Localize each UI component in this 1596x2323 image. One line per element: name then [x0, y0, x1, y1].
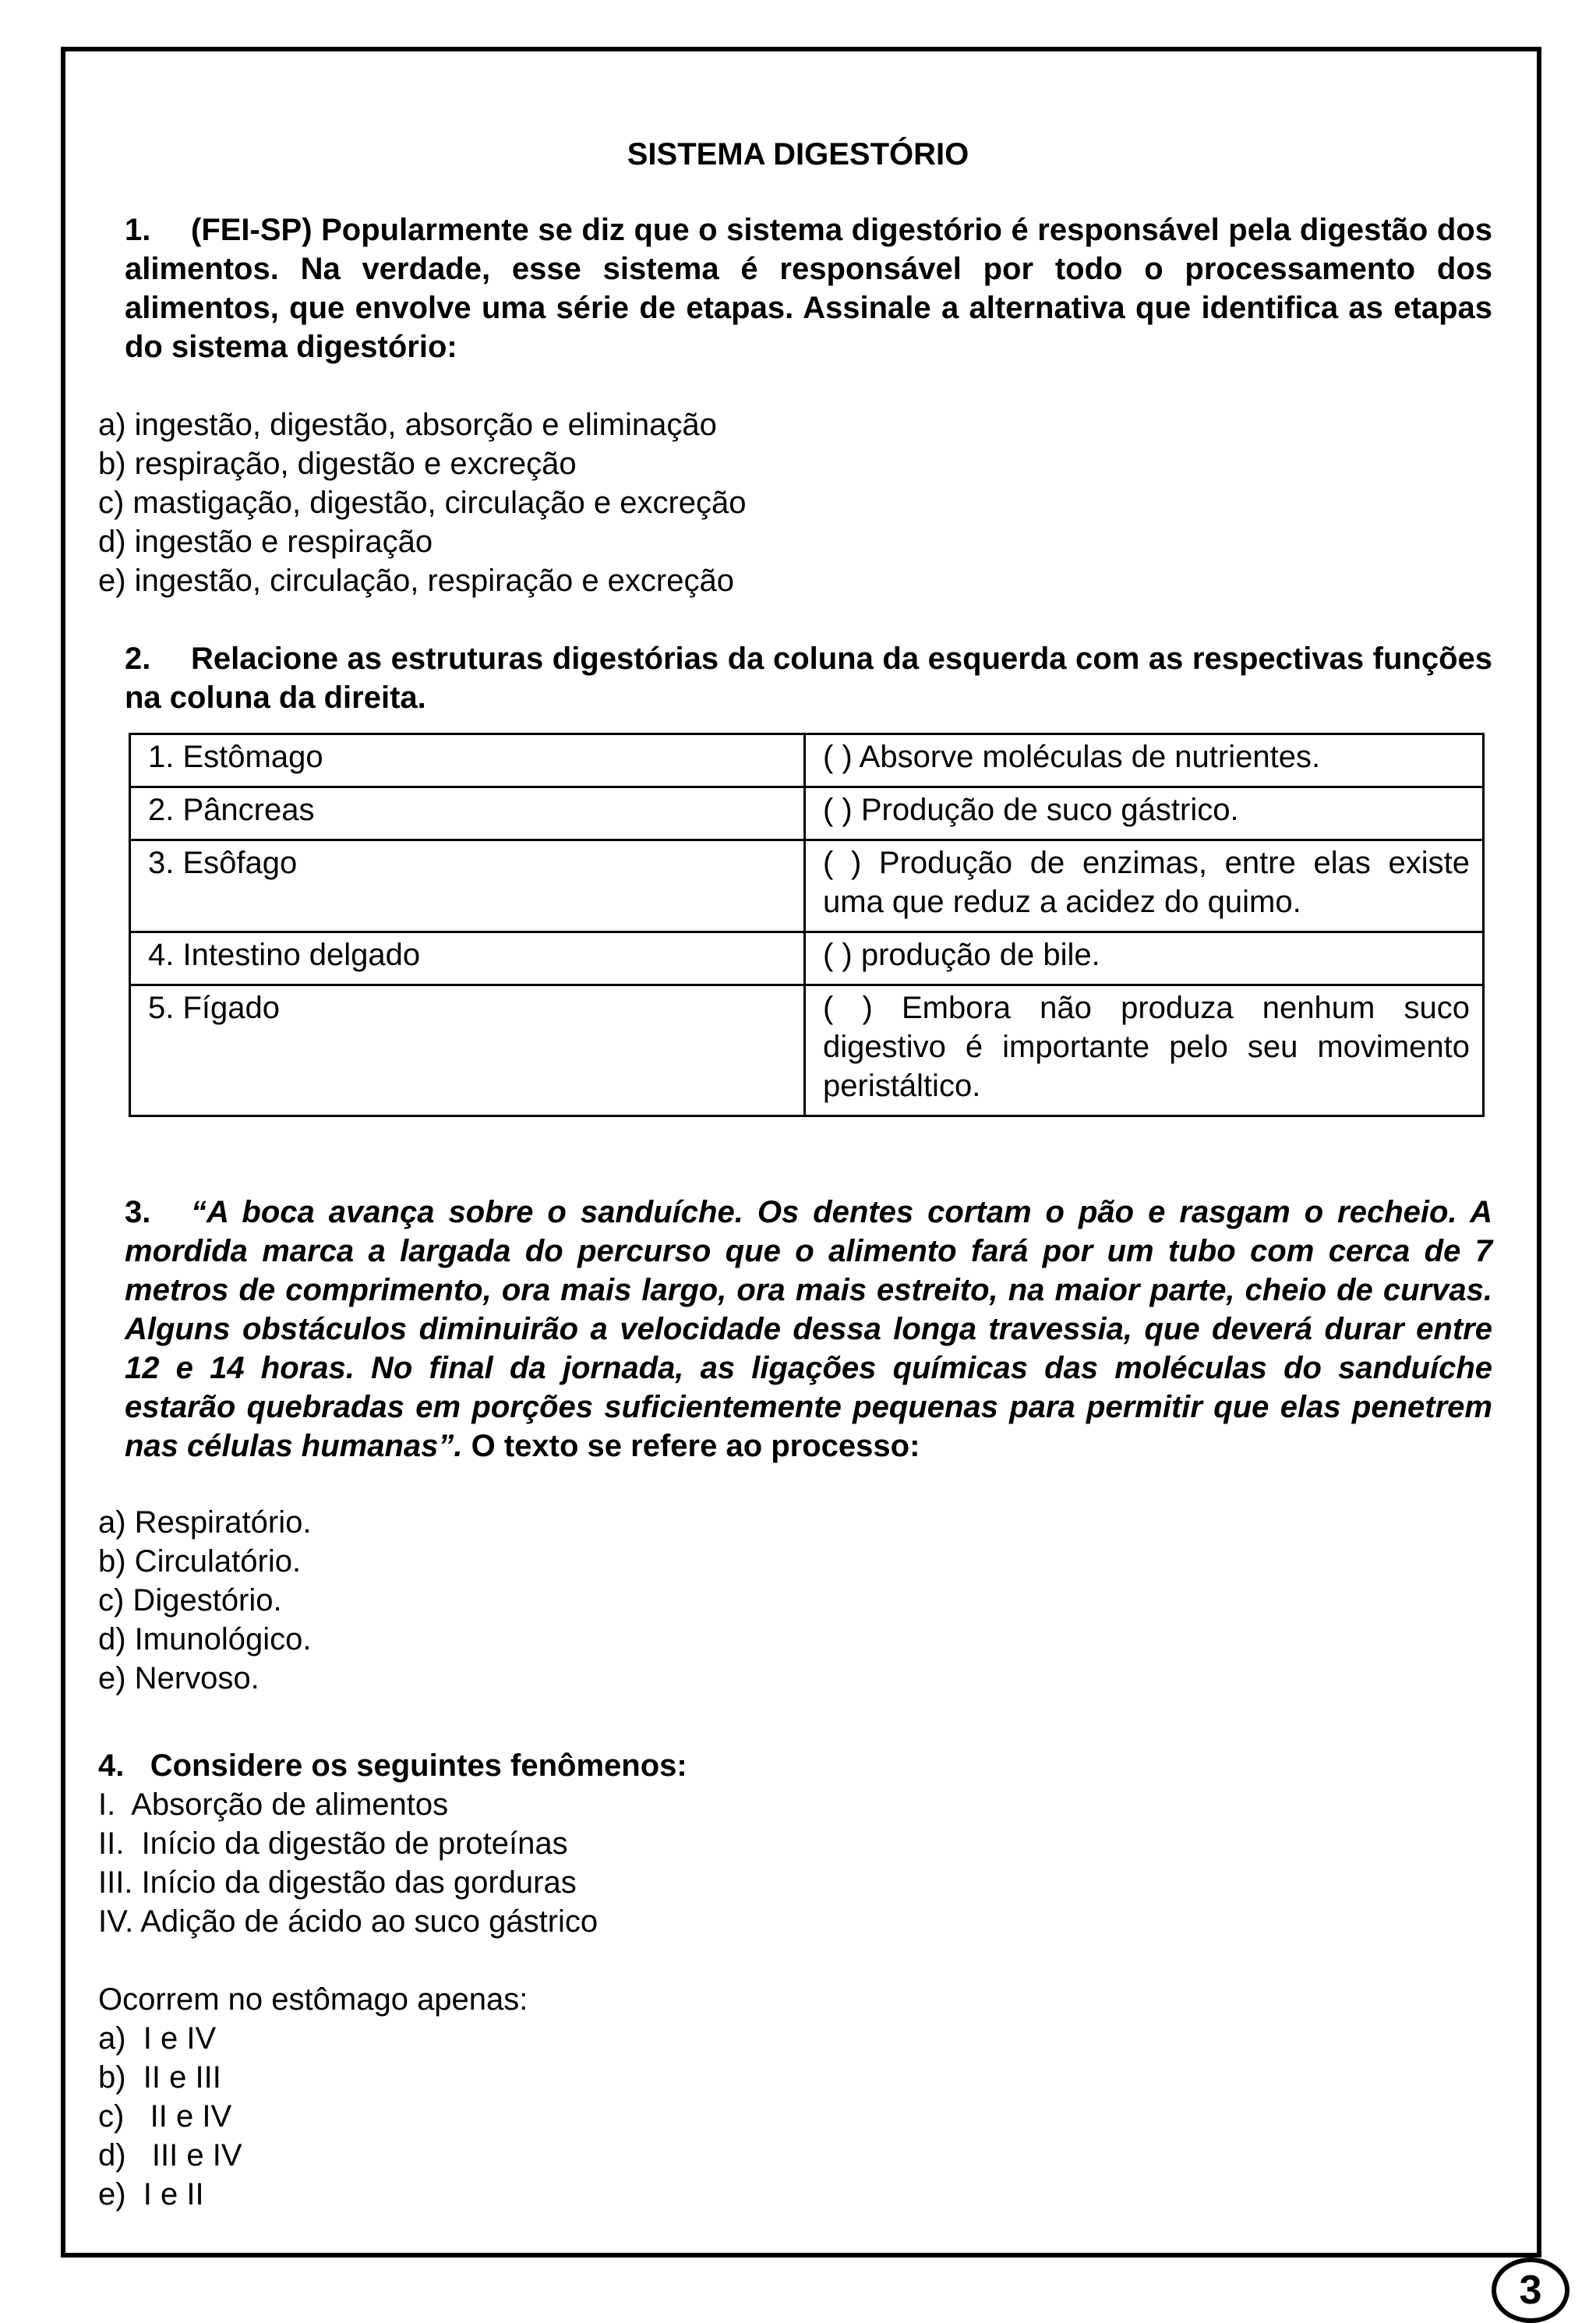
option-d: d) Imunológico.	[98, 1622, 312, 1657]
page-number-badge: 3	[1492, 2258, 1570, 2323]
function-cell: ( ) Produção de suco gástrico.	[805, 787, 1484, 840]
option-b: b) II e III	[98, 2060, 221, 2095]
structure-cell: 3. Esôfago	[130, 840, 805, 932]
phenomenon-item: III. Início da digestão das gorduras	[98, 1865, 577, 1900]
option-c: c) Digestório.	[98, 1583, 282, 1618]
option-a: a) I e IV	[98, 2021, 217, 2056]
phenomenon-item: I. Absorção de alimentos	[98, 1787, 449, 1822]
structure-cell: 2. Pâncreas	[130, 787, 805, 840]
question-2-number: 2.	[125, 642, 151, 676]
option-e: e) I e II	[98, 2177, 204, 2212]
option-e: e) ingestão, circulação, respiração e excreção	[98, 564, 734, 598]
option-a: a) ingestão, digestão, absorção e eliminação	[98, 408, 717, 442]
function-cell: ( ) produção de bile.	[805, 932, 1484, 985]
structure-cell: 5. Fígado	[130, 985, 805, 1116]
function-cell: ( ) Produção de enzimas, entre elas existe uma que reduz a acidez do quimo.	[805, 840, 1484, 932]
function-cell: ( ) Embora não produza nenhum suco digestivo é importante pelo seu movimento peristáltico.	[805, 985, 1484, 1116]
question-4	[98, 1746, 687, 1941]
matching-table	[129, 733, 1485, 1117]
question-2-text: Relacione as estruturas digestórias da coluna da esquerda com as respectivas funções na coluna da direita.	[125, 642, 1492, 715]
option-a: a) Respiratório.	[98, 1505, 312, 1540]
question-4-options	[98, 1980, 528, 2214]
option-c: c) mastigação, digestão, circulação e excreção	[98, 486, 747, 520]
question-3-question: O texto se refere ao processo:	[462, 1429, 920, 1463]
question-3	[125, 1193, 1492, 1466]
option-e: e) Nervoso.	[98, 1661, 260, 1695]
question-1-options	[98, 405, 747, 600]
question-4-heading: 4. Considere os seguintes fenômenos:	[98, 1748, 687, 1783]
question-3-quote: “A boca avança sobre o sanduíche. Os dentes cortam o pão e rasgam o recheio. A mordida marca a largada do percurso que o alimento fará por um tubo com cerca de 7 metros de comprimento, ora mais largo, ora mais estreito, na maior parte, cheio de curvas. Alguns obstáculos diminuirão a velocidade dessa longa travessia, que deverá durar entre 12 e 14 horas. No final da jornada, as ligações químicas das moléculas do sanduíche estarão quebradas em porções suficientemente pequenas para permitir que elas penetrem nas células humanas”.	[125, 1195, 1492, 1463]
option-b: b) Circulatório.	[98, 1544, 302, 1579]
table-row	[130, 932, 1484, 985]
table-row	[130, 840, 1484, 932]
option-b: b) respiração, digestão e excreção	[98, 447, 577, 481]
page-title: SISTEMA DIGESTÓRIO	[627, 137, 969, 171]
table-row	[130, 787, 1484, 840]
phenomenon-item: II. Início da digestão de proteínas	[98, 1826, 568, 1861]
question-2	[125, 639, 1492, 717]
structure-cell: 4. Intestino delgado	[130, 932, 805, 985]
question-1-text: (FEI-SP) Popularmente se diz que o sistema digestório é responsável pela digestão dos alimentos. Na verdade, esse sistema é responsável por todo o processamento dos alimentos, que envolve uma série de etapas. Assinale a alternativa que identifica as etapas do sistema digestório:	[125, 213, 1492, 364]
function-cell: ( ) Absorve moléculas de nutrientes.	[805, 734, 1484, 787]
question-1	[125, 210, 1492, 366]
phenomenon-item: IV. Adição de ácido ao suco gástrico	[98, 1904, 598, 1939]
table-row	[130, 734, 1484, 787]
table-row	[130, 985, 1484, 1116]
option-c: c) II e IV	[98, 2099, 232, 2134]
structure-cell: 1. Estômago	[130, 734, 805, 787]
option-d: d) ingestão e respiração	[98, 525, 433, 559]
question-1-number: 1.	[125, 213, 151, 247]
question-3-options	[98, 1503, 311, 1698]
option-d: d) III e IV	[98, 2138, 242, 2173]
question-4-prompt: Ocorrem no estômago apenas:	[98, 1982, 528, 2017]
question-3-number: 3.	[125, 1195, 151, 1229]
